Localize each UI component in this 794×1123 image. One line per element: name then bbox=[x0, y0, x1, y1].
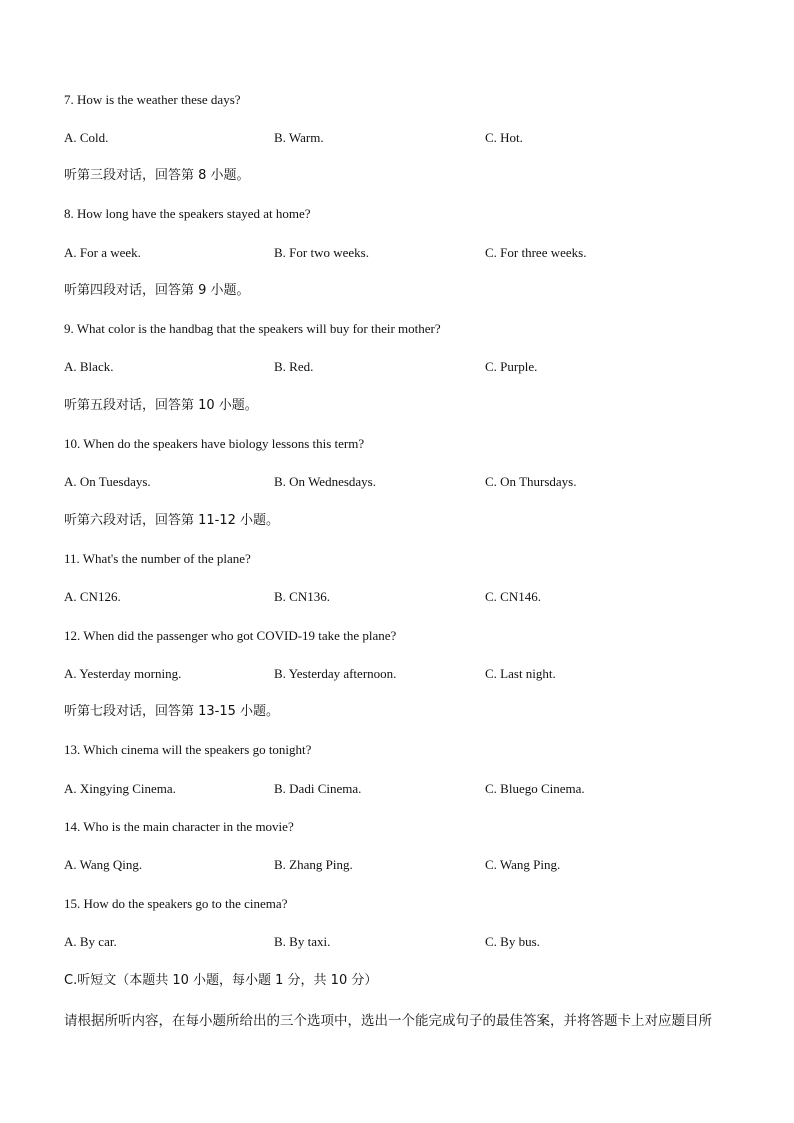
option-c: C. Hot. bbox=[485, 130, 523, 145]
instruction-section-4: 听第四段对话，回答第 9 小题。 bbox=[64, 283, 250, 298]
instruction-section-3: 听第三段对话，回答第 8 小题。 bbox=[64, 168, 250, 183]
option-a: A. By car. bbox=[64, 934, 117, 949]
options-row-7 bbox=[0, 130, 794, 146]
option-b: B. By taxi. bbox=[274, 934, 331, 949]
section-c-title: C.听短文（本题共 10 小题，每小题 1 分，共 10 分） bbox=[64, 973, 378, 988]
instruction-section-7: 听第七段对话，回答第 13-15 小题。 bbox=[64, 704, 280, 719]
question-14: 14. Who is the main character in the movie? bbox=[64, 819, 294, 834]
question-7: 7. How is the weather these days? bbox=[64, 92, 241, 107]
option-b: B. Red. bbox=[274, 359, 314, 374]
option-c: C. On Thursdays. bbox=[485, 474, 577, 489]
options-row-11 bbox=[0, 589, 794, 605]
option-a: A. For a week. bbox=[64, 245, 141, 260]
option-a: A. Xingying Cinema. bbox=[64, 781, 176, 796]
option-c: C. For three weeks. bbox=[485, 245, 587, 260]
option-b: B. Zhang Ping. bbox=[274, 857, 353, 872]
option-a: A. On Tuesdays. bbox=[64, 474, 151, 489]
question-11: 11. What's the number of the plane? bbox=[64, 551, 251, 566]
option-c: C. Last night. bbox=[485, 666, 556, 681]
option-c: C. By bus. bbox=[485, 934, 540, 949]
option-a: A. CN126. bbox=[64, 589, 121, 604]
option-c: C. Bluego Cinema. bbox=[485, 781, 585, 796]
options-row-9 bbox=[0, 359, 794, 375]
question-12: 12. When did the passenger who got COVID-19 take the plane? bbox=[64, 628, 397, 643]
option-a: A. Wang Qing. bbox=[64, 857, 143, 872]
option-b: B. Dadi Cinema. bbox=[274, 781, 362, 796]
question-9: 9. What color is the handbag that the speakers will buy for their mother? bbox=[64, 321, 441, 336]
option-c: C. Wang Ping. bbox=[485, 857, 561, 872]
question-15: 15. How do the speakers go to the cinema? bbox=[64, 896, 288, 911]
option-a: A. Cold. bbox=[64, 130, 109, 145]
section-c-instruction: 请根据所听内容，在每小题所给出的三个选项中，选出一个能完成句子的最佳答案，并将答题卡上对应题目所 bbox=[64, 1013, 712, 1029]
option-b: B. On Wednesdays. bbox=[274, 474, 376, 489]
option-a: A. Black. bbox=[64, 359, 114, 374]
option-b: B. CN136. bbox=[274, 589, 330, 604]
option-c: C. Purple. bbox=[485, 359, 538, 374]
options-row-10 bbox=[0, 474, 794, 490]
option-a: A. Yesterday morning. bbox=[64, 666, 182, 681]
options-row-15 bbox=[0, 934, 794, 950]
option-b: B. For two weeks. bbox=[274, 245, 369, 260]
options-row-8 bbox=[0, 245, 794, 261]
instruction-section-5: 听第五段对话，回答第 10 小题。 bbox=[64, 398, 258, 413]
question-8: 8. How long have the speakers stayed at home? bbox=[64, 206, 311, 221]
options-row-14 bbox=[0, 857, 794, 873]
options-row-12 bbox=[0, 666, 794, 682]
option-b: B. Warm. bbox=[274, 130, 324, 145]
option-b: B. Yesterday afternoon. bbox=[274, 666, 397, 681]
question-13: 13. Which cinema will the speakers go tonight? bbox=[64, 742, 312, 757]
options-row-13 bbox=[0, 781, 794, 797]
question-10: 10. When do the speakers have biology lessons this term? bbox=[64, 436, 365, 451]
option-c: C. CN146. bbox=[485, 589, 541, 604]
instruction-section-6: 听第六段对话，回答第 11-12 小题。 bbox=[64, 513, 280, 528]
